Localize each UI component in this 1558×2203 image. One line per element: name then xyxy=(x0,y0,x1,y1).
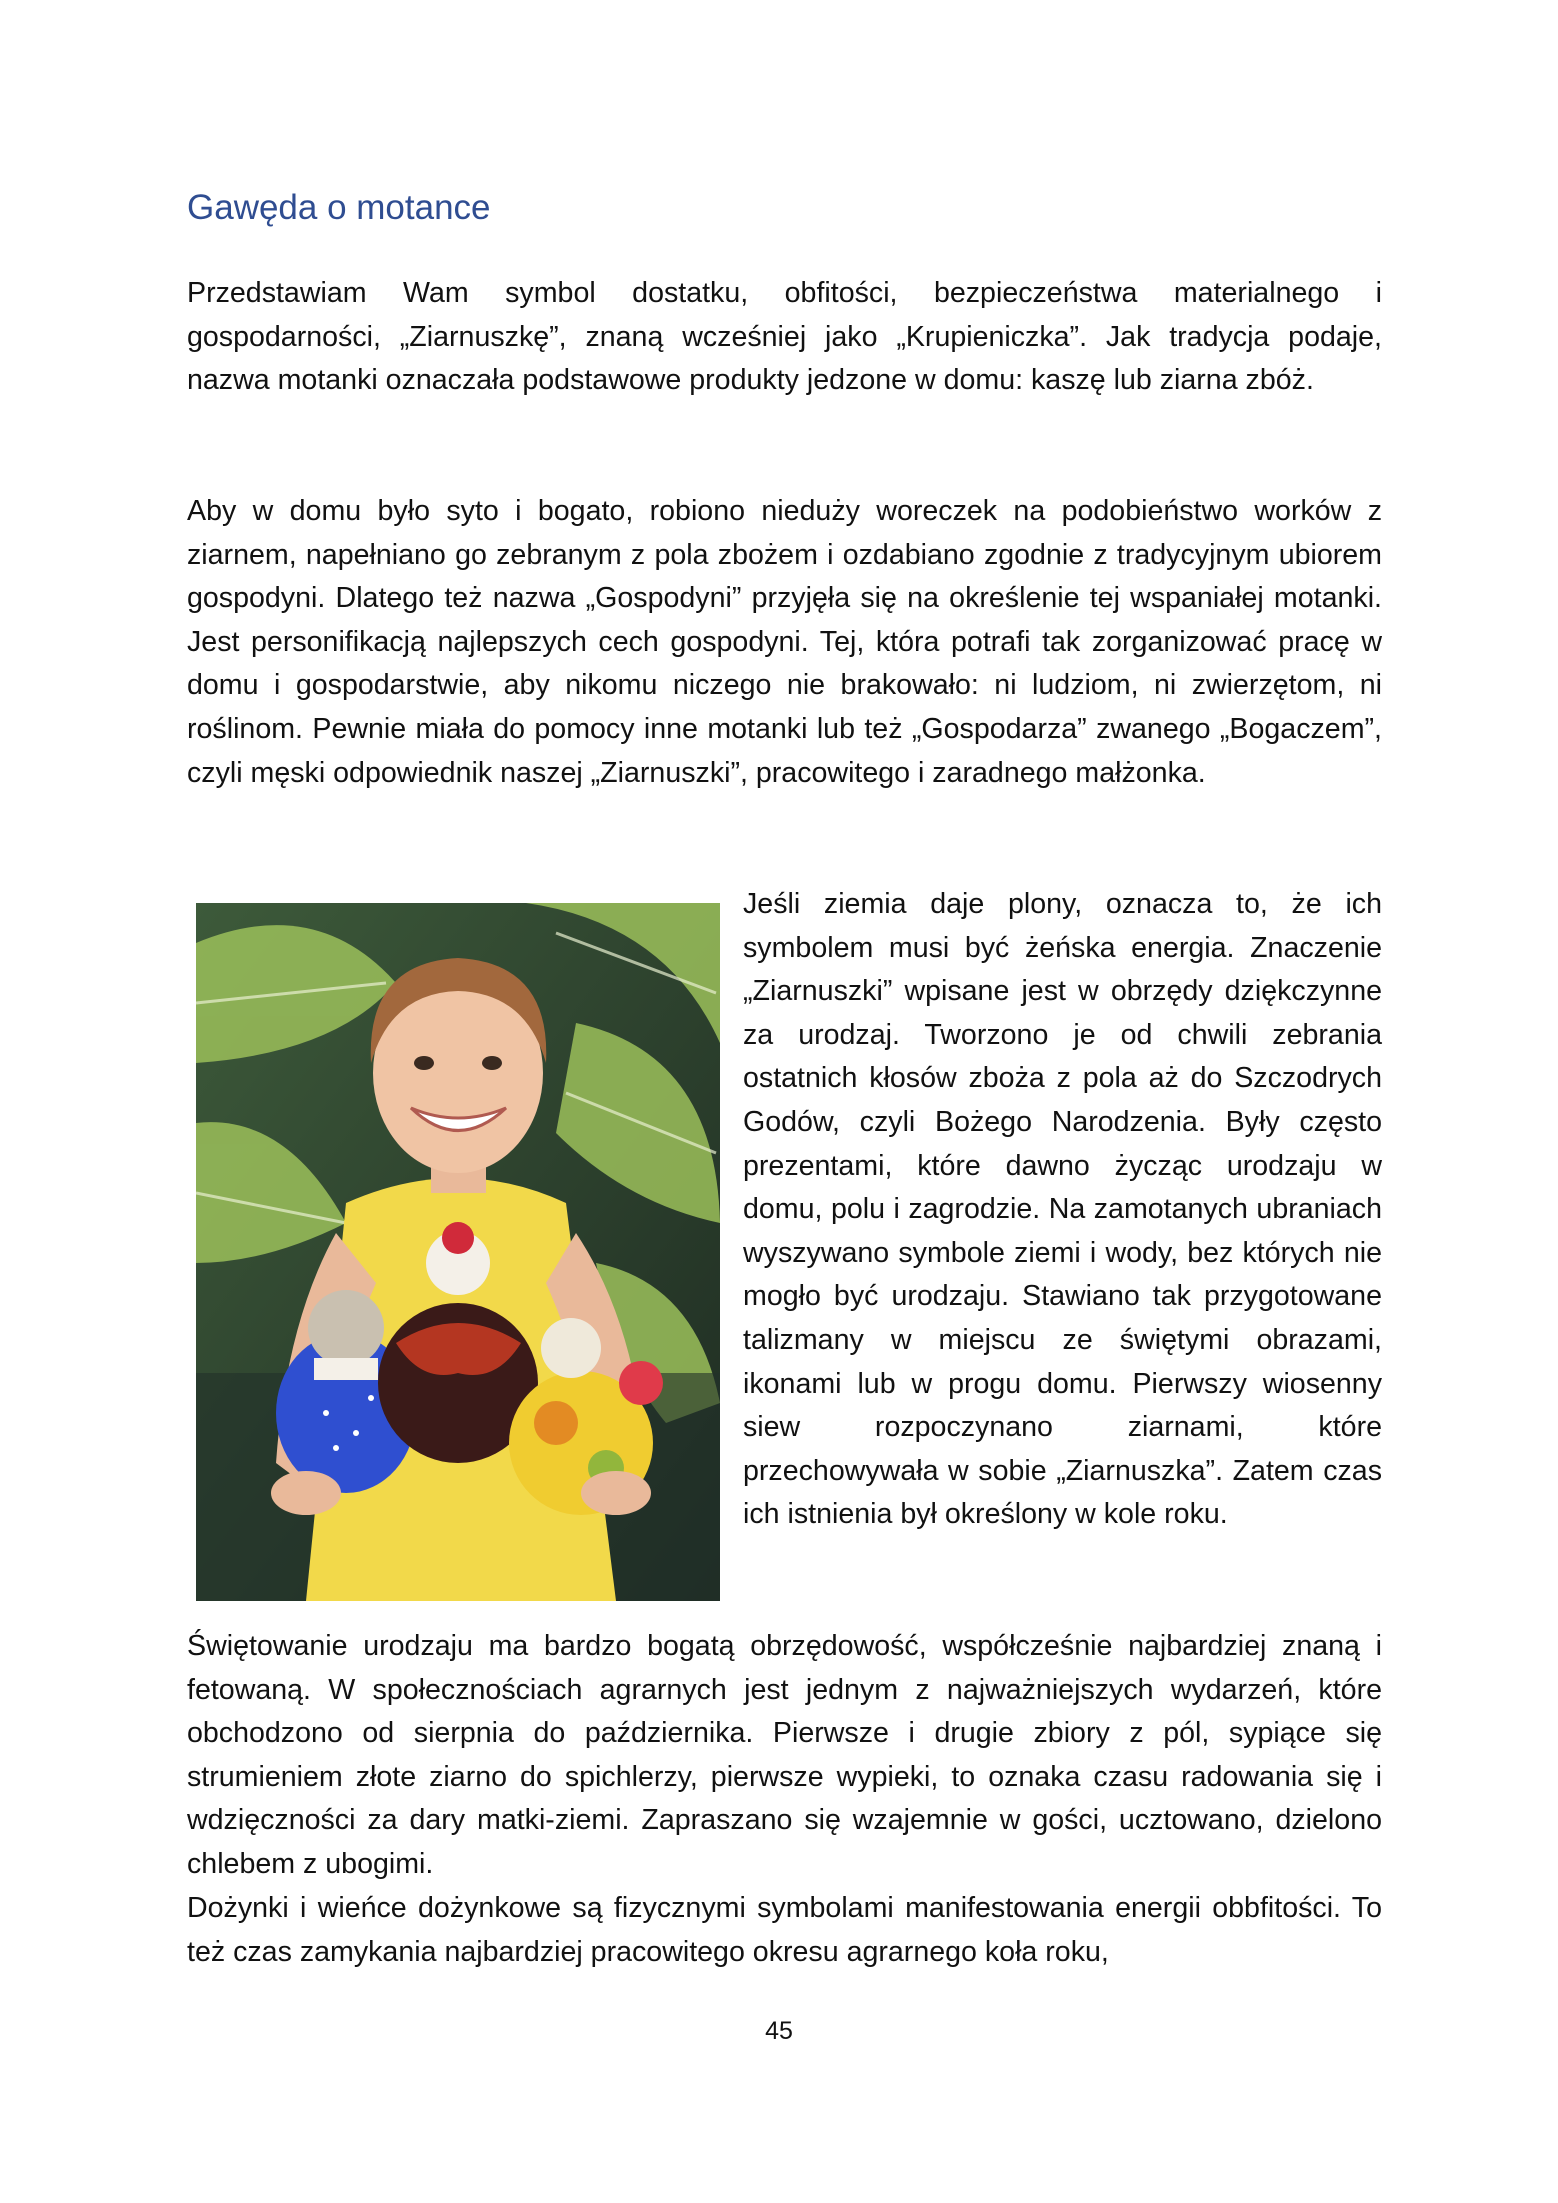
paragraph-dozynki: Dożynki i wieńce dożynkowe są fizycznymi symbolami manifestowania energii obbfitości. To też czas zamykania najbardziej pracowitego okresu agrarnego koła roku, xyxy=(187,1892,1382,1968)
paragraph-harvest: Świętowanie urodzaju ma bardzo bogatą obrzędowość, współcześnie najbardziej znaną i fetowaną. W społecznościach agrarnych jest jednym z najważniejszych wydarzeń, które obchodzono od sierpnia do października. Pierwsze i drugie zbiory z pól, sypiące się strumieniem złote ziarno do spichlerzy, pierwsze wypieki, to oznaka czasu radowania się i wdzięczności za dary matki-ziemi. Zapraszano się wzajemnie w gości, ucztowano, dzielono chlebem z ubogimi. xyxy=(187,1630,1382,1880)
paragraph-intro: Przedstawiam Wam symbol dostatku, obfitości, bezpieczeństwa materialnego i gospodarności, „Ziarnuszkę”, znaną wcześniej jako „Krupieniczka”. Jak tradycja podaje, nazwa motanki oznaczała podstawowe produkty jedzone w domu: kaszę lub ziarna zbóż. xyxy=(187,277,1382,397)
section-heading: Gawęda o motance xyxy=(187,188,491,227)
page-number: 45 xyxy=(765,2017,793,2045)
photo-girl-with-motanka-dolls xyxy=(196,903,720,1601)
paragraph-gospodyni: Aby w domu było syto i bogato, robiono nieduży woreczek na podobieństwo worków z ziarnem, napełniano go zebranym z pola zbożem i ozdabiano zgodnie z tradycyjnym ubiorem gospodyni. Dlatego też nazwa „Gospodyni” przyjęła się na określenie tej wspaniałej motanki. Jest personifikacją najlepszych cech gospodyni. Tej, która potrafi tak zorganizować pracę w domu i gospodarstwie, aby nikomu niczego nie brakowało: ni ludziom, ni zwierzętom, ni roślinom. Pewnie miała do pomocy inne motanki lub też „Gospodarza” zwanego „Bogaczem”, czyli męski odpowiednik naszej „Ziarnuszki”, pracowitego i zaradnego małżonka. xyxy=(187,495,1382,789)
paragraph-ziarnuszka-meaning: Jeśli ziemia daje plony, oznacza to, że ich symbolem musi być żeńska energia. Znaczenie „Ziarnuszki” wpisane jest w obrzędy dziękczynne za urodzaj. Tworzono je od chwili zebrania ostatnich kłosów zboża z pola aż do Szczodrych Godów, czyli Bożego Narodzenia. Były często prezentami, które dawno życząc urodzaju w domu, polu i zagrodzie. Na zamotanych ubraniach wyszywano symbole ziemi i wody, bez których nie mogło być urodzaju. Stawiano tak przygotowane talizmany w miejscu ze świętymi obrazami, ikonami lub w progu domu. Pierwszy wiosenny siew rozpoczynano ziarnami, które przechowywała w sobie „Ziarnuszka”. Zatem czas ich istnienia był określony w kole roku. xyxy=(743,888,1382,1531)
photo-illustration xyxy=(196,903,720,1601)
